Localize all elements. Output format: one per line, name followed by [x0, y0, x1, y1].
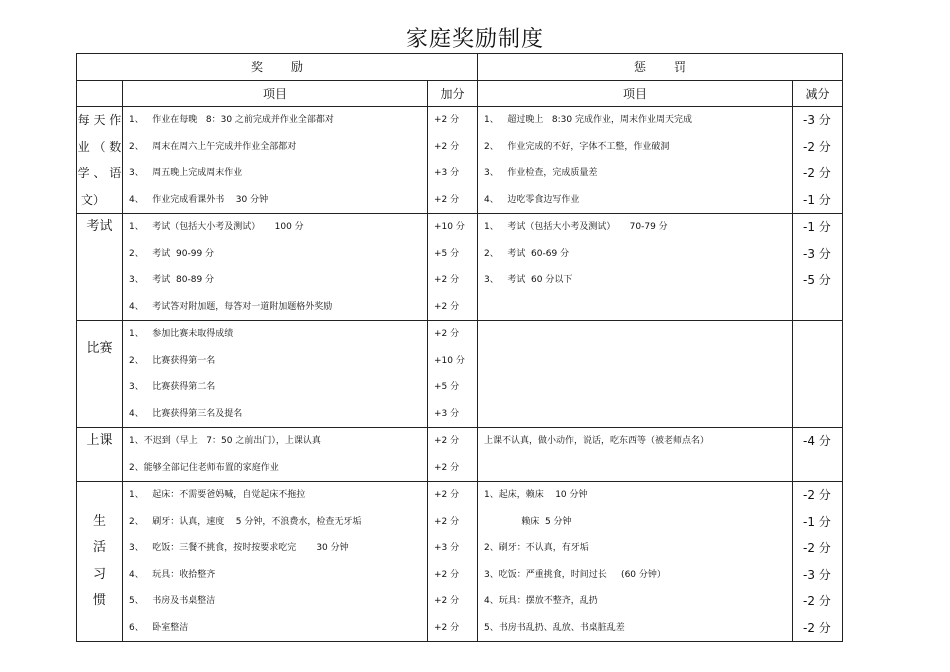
section-exam	[77, 214, 843, 321]
list-item: 4、 边吃零食边写作业	[484, 194, 580, 205]
section-life	[77, 482, 843, 642]
list-item: 2、 比赛获得第一名	[129, 355, 216, 366]
list-item: 4、 考试答对附加题，每答对一道附加题格外奖励	[129, 301, 333, 312]
reward-penalty-table	[76, 53, 843, 642]
homework-deductions: -3 分 -2 分 -2 分 -1 分	[793, 107, 843, 214]
exam-deductions: -1 分 -3 分 -5 分	[793, 214, 843, 321]
blank-header-cell	[77, 81, 123, 107]
list-item: 5、 书房及书桌整洁	[129, 596, 216, 607]
section-contest	[77, 321, 843, 428]
deduct-points-header: 减分	[793, 81, 843, 107]
list-item: 1、 考试（包括大小考及测试） 70-79 分	[484, 222, 668, 233]
contest-deductions-empty	[793, 321, 843, 428]
life-deductions: -2 分 -1 分 -2 分 -3 分 -2 分 -2 分	[793, 482, 843, 642]
list-item: 上课不认真，做小动作，说话，吃东西等（被老师点名）	[484, 436, 710, 447]
list-item: 1、不迟到（早上 7：50 之前出门），上课认真	[129, 436, 321, 447]
list-item: 4、 作业完成看课外书 30 分钟	[129, 194, 269, 205]
list-item: 2、刷牙：不认真，有牙垢	[484, 543, 589, 554]
class-deductions: -4 分	[793, 428, 843, 482]
penalty-header: 惩罚	[478, 54, 843, 81]
homework-add-points: +2 分 +2 分 +3 分 +2 分	[428, 107, 478, 214]
list-item: 2、 刷牙：认真，速度 5 分钟，不浪费水，检查无牙垢	[129, 516, 362, 527]
life-add-points: +2 分 +2 分 +3 分 +2 分 +2 分 +2 分	[428, 482, 478, 642]
list-item: 2、能够全部记住老师布置的家庭作业	[129, 462, 279, 473]
list-item: 1、 参加比赛未取得成绩	[129, 329, 234, 340]
exam-penalties	[478, 214, 793, 321]
homework-rewards	[123, 107, 428, 214]
list-item: 4、玩具：摆放不整齐，乱扔	[484, 596, 598, 607]
class-penalties	[478, 428, 793, 482]
reward-header: 奖励	[77, 54, 478, 81]
life-penalties	[478, 482, 793, 642]
contest-add-points: +2 分 +10 分 +5 分 +3 分	[428, 321, 478, 428]
section-class	[77, 428, 843, 482]
list-item: 2、 考试 90-99 分	[129, 248, 215, 259]
category-life: 生 活 习 惯	[77, 482, 123, 642]
list-item: 3、 考试 60 分以下	[484, 275, 573, 286]
list-item: 1、 超过晚上 8:30 完成作业，周末作业周天完成	[484, 115, 692, 126]
contest-rewards	[123, 321, 428, 428]
penalty-item-header: 项目	[478, 81, 793, 107]
list-item: 2、 考试 60-69 分	[484, 248, 570, 259]
exam-add-points: +10 分 +5 分 +2 分 +2 分	[428, 214, 478, 321]
list-item: 4、 比赛获得第三名及提名	[129, 408, 243, 419]
category-class: 上课	[77, 428, 123, 482]
homework-penalties	[478, 107, 793, 214]
category-contest: 比赛	[77, 321, 123, 428]
category-homework: 每 天 作 业 （ 数 学 、 语 文）	[77, 107, 123, 214]
list-item: 3、吃饭：严重挑食，时间过长 (60 分钟）	[484, 569, 666, 580]
section-homework	[77, 107, 843, 214]
list-item: 3、 周五晚上完成周末作业	[129, 168, 243, 179]
header-row	[77, 54, 843, 81]
reward-item-header: 项目	[123, 81, 428, 107]
list-item: 2、 作业完成的不好，字体不工整，作业破洞	[484, 141, 670, 152]
list-item: 3、 吃饭：三餐不挑食，按时按要求吃完 30 分钟	[129, 543, 349, 554]
list-item: 2、 周末在周六上午完成并作业全部都对	[129, 141, 297, 152]
class-add-points: +2 分 +2 分	[428, 428, 478, 482]
subheader-row	[77, 81, 843, 107]
list-item: 赖床 5 分钟	[484, 516, 572, 527]
class-rewards	[123, 428, 428, 482]
life-rewards	[123, 482, 428, 642]
list-item: 3、 比赛获得第二名	[129, 382, 216, 393]
list-item: 5、书房书乱扔、乱放、书桌脏乱差	[484, 622, 625, 633]
list-item: 1、 考试（包括大小考及测试） 100 分	[129, 222, 304, 233]
exam-rewards	[123, 214, 428, 321]
page-title: 家庭奖励制度	[405, 27, 544, 52]
list-item: 1、 起床：不需要爸妈喊，自觉起床不拖拉	[129, 490, 306, 501]
list-item: 3、 考试 80-89 分	[129, 275, 215, 286]
list-item: 1、起床，赖床 10 分钟	[484, 490, 588, 501]
list-item: 1、 作业在每晚 8：30 之前完成并作业全部都对	[129, 115, 334, 126]
add-points-header: 加分	[428, 81, 478, 107]
list-item: 6、 卧室整洁	[129, 622, 189, 633]
contest-penalties-empty	[478, 321, 793, 428]
list-item: 3、 作业检查，完成质量差	[484, 168, 598, 179]
category-exam: 考试	[77, 214, 123, 321]
list-item: 4、 玩具：收拾整齐	[129, 569, 216, 580]
